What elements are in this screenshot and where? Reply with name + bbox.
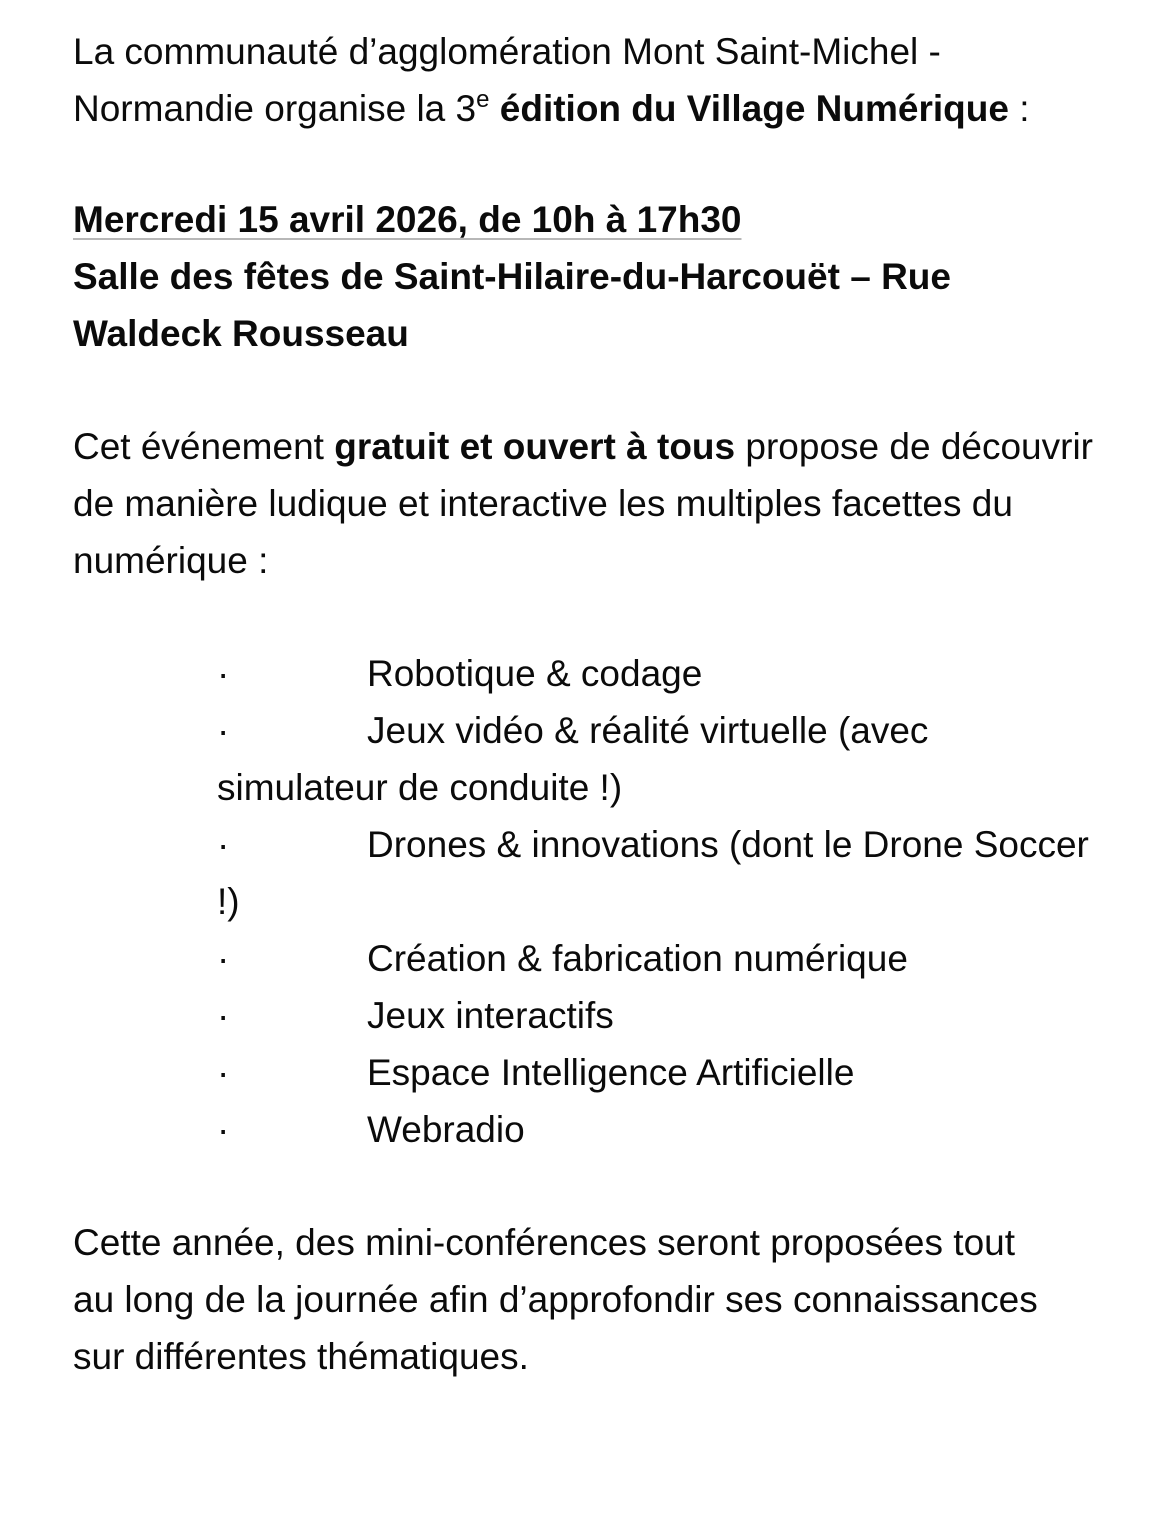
intro-text: La communauté d’agglomération Mont Saint-Michel - Normandie organise la 3 bbox=[73, 31, 941, 129]
bullet-icon: · bbox=[217, 1052, 230, 1093]
ordinal-suffix: e bbox=[476, 86, 490, 113]
activity-item bbox=[217, 987, 1097, 1044]
intro-paragraph bbox=[73, 23, 1103, 137]
activity-text: Webradio bbox=[367, 1109, 525, 1150]
activity-item bbox=[217, 816, 1097, 930]
activity-item bbox=[217, 702, 1097, 816]
event-announcement bbox=[73, 23, 1133, 1385]
activity-item bbox=[217, 1044, 1097, 1101]
bullet-icon: · bbox=[217, 995, 230, 1036]
event-edition-title: édition du Village Numérique bbox=[499, 88, 1009, 129]
conference-paragraph: Cette année, des mini-conférences seront proposées tout au long de la journée afin d’approfondir ses connaissances sur différentes thématiques. bbox=[73, 1222, 1038, 1377]
activities-list bbox=[217, 645, 1097, 1158]
description-after: propose de découvrir de manière ludique et interactive les multiples facettes du numérique : bbox=[73, 426, 1093, 581]
description-free-open-text: gratuit et ouvert à tous bbox=[334, 426, 736, 467]
activity-text: Création & fabrication numérique bbox=[367, 938, 908, 979]
bullet-icon: · bbox=[217, 653, 230, 694]
intro-colon: : bbox=[1008, 88, 1030, 129]
activity-text: Jeux vidéo & réalité virtuelle (avec simulateur de conduite !) bbox=[217, 710, 929, 808]
bullet-icon: · bbox=[217, 938, 230, 979]
activity-text: Drones & innovations (dont le Drone Soccer !) bbox=[217, 824, 1089, 922]
bullet-icon: · bbox=[217, 824, 230, 865]
activity-text: Robotique & codage bbox=[367, 653, 703, 694]
bullet-icon: · bbox=[217, 710, 230, 751]
bullet-icon: · bbox=[217, 1109, 230, 1150]
activity-item bbox=[217, 930, 1097, 987]
activity-item bbox=[217, 645, 1097, 702]
event-date-time: Mercredi 15 avril 2026, de 10h à 17h30 bbox=[73, 199, 742, 240]
activity-item bbox=[217, 1101, 1097, 1158]
event-details bbox=[73, 191, 1073, 362]
activity-text: Jeux interactifs bbox=[367, 995, 614, 1036]
activity-text: Espace Intelligence Artificielle bbox=[367, 1052, 855, 1093]
event-venue: Salle des fêtes de Saint-Hilaire-du-Harcouët – Rue Waldeck Rousseau bbox=[73, 256, 951, 354]
event-description bbox=[73, 418, 1103, 589]
description-before: Cet événement bbox=[73, 426, 335, 467]
